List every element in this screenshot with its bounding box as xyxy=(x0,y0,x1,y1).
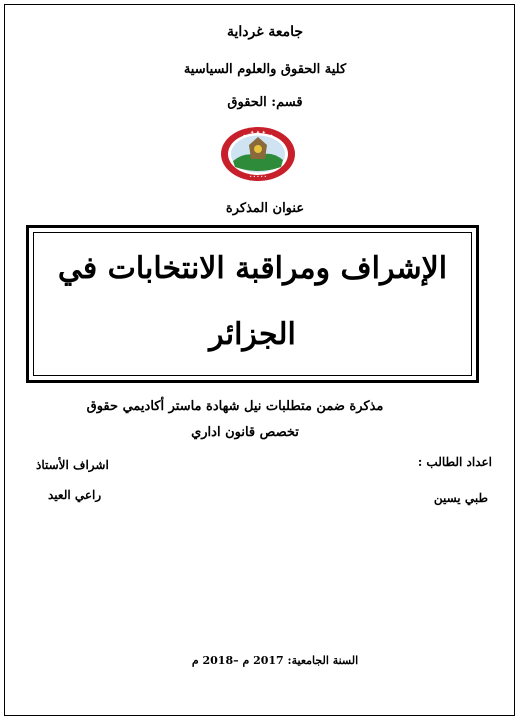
memo-title-line-1: الإشراف ومراقبة الانتخابات في xyxy=(57,251,448,286)
memo-title-box xyxy=(26,225,479,383)
university-seal-icon xyxy=(219,125,297,183)
academic-year: السنة الجامعية: 2017 م –2018 م xyxy=(191,654,359,667)
memo-title-label: عنوان المذكرة xyxy=(225,201,305,216)
memo-title-line-2: الجزائر xyxy=(209,317,296,352)
university-name: جامعة غرداية xyxy=(226,24,304,40)
specialization: تخصص قانون اداري xyxy=(191,425,299,440)
supervisor-label: اشراف الأستاذ xyxy=(36,458,109,472)
faculty-name: كلية الحقوق والعلوم السياسية xyxy=(183,62,347,77)
svg-text:✦ ✦ ✦: ✦ ✦ ✦ xyxy=(250,130,266,136)
student-label: اعداد الطالب : xyxy=(417,455,492,469)
department-name: قسم: الحقوق xyxy=(227,95,303,110)
memo-title-inner-border xyxy=(33,232,472,376)
svg-text:• • • • •: • • • • • xyxy=(249,174,267,179)
supervisor-name: راعي العيد xyxy=(48,488,102,502)
student-name: طبي يسين xyxy=(433,491,488,505)
degree-description: مذكرة ضمن متطلبات نيل شهادة ماستر أكاديمي حقوق xyxy=(86,399,384,414)
